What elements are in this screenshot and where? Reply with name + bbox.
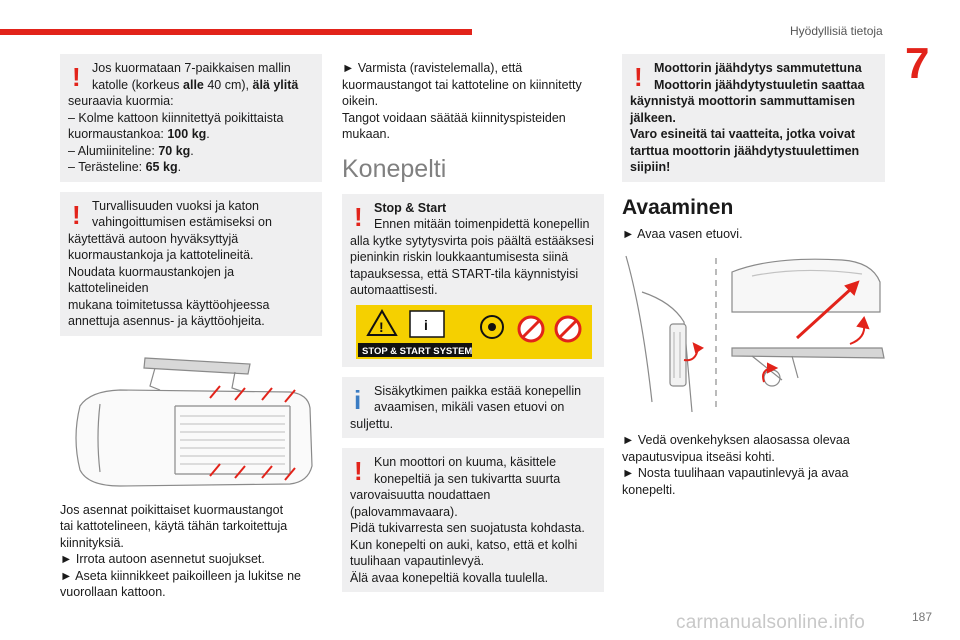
hood-opening-illustration (622, 252, 885, 422)
text-line: ► Avaa vasen etuovi. (622, 226, 743, 241)
column-2 (342, 54, 604, 602)
bold-text: älä ylitä (252, 77, 299, 92)
text-line: Sisäkytkimen paikka estää konepellin (374, 383, 582, 398)
text-span: . (177, 160, 182, 174)
stop-start-box (342, 194, 604, 367)
text-line (68, 126, 314, 143)
warning-box-hot-engine (342, 448, 604, 592)
text-line: kuormaustankoja ja kattotelineitä. (68, 248, 254, 262)
watermark: carmanualsonline.info (676, 612, 866, 633)
text-line: Jos kuormataan 7-paikkaisen mallin (92, 61, 291, 75)
text-line: Jos asennat poikittaiset kuormaustangot (60, 502, 284, 517)
text-line (68, 77, 314, 94)
text-line: suljettu. (350, 416, 394, 431)
text-line: Varo esineitä tai vaatteita, jotka voivat (630, 127, 856, 141)
warning-icon: ! (354, 201, 363, 232)
text-line: ► Varmista (ravistelemalla), että (342, 61, 523, 75)
text-span: kuormaustankoa: (68, 127, 168, 141)
text-span: . (190, 143, 194, 158)
text-line: vapautusvipua itseäsi kohti. (622, 449, 775, 464)
stop-start-label-text: STOP & START SYSTEM (362, 345, 473, 357)
warning-box-roof-load (60, 54, 322, 182)
text-line: Ennen mitään toimenpidettä konepellin (374, 217, 590, 231)
text-line: konepeltiä ja sen tukivartta suurta (374, 471, 561, 486)
box-title: Stop & Start (374, 200, 447, 215)
page-number: 187 (912, 610, 933, 624)
text-line: seuraavia kuormia: (68, 94, 174, 108)
text-span: . (206, 127, 210, 141)
text-line: oikein. (342, 94, 379, 108)
warning-box-fan (622, 54, 885, 182)
text-line: tuulihaan vapautinlevyä. (350, 554, 485, 568)
text-line: pieninkin riskin loukkaantumisesta siinä (350, 250, 569, 264)
text-line: ► Aseta kiinnikkeet paikoilleen ja lukitse ne (60, 568, 301, 583)
text-line: mukana toimitetussa käyttöohjeessa (68, 297, 270, 312)
chapter-number: 7 (905, 39, 930, 88)
bold-text: alle (183, 77, 204, 92)
text-line: annettuja asennus- ja käyttöohjeita. (68, 314, 265, 328)
text-line: tapauksessa, että START-tila käynnistyisi (350, 266, 579, 281)
text-line: ► Vedä ovenkehyksen alaosassa olevaa (622, 433, 850, 447)
text-line: ► Irrota autoon asennetut suojukset. (60, 552, 265, 566)
info-box (342, 377, 604, 439)
bold-text: 100 kg (167, 127, 207, 141)
text-line: – Kolme kattoon kiinnitettyä poikittaista (68, 110, 284, 125)
column-3 (622, 54, 885, 498)
text-line: avaamisen, mikäli vasen etuovi on (374, 400, 565, 414)
opening-steps (622, 432, 885, 498)
text-line: Tangot voidaan säätää kiinnityspisteiden (342, 110, 566, 125)
text-line: vahingoittumisen estämiseksi on (92, 215, 272, 229)
text-line: Kun moottori on kuuma, käsittele (374, 455, 557, 469)
exclamation-glyph: ! (379, 318, 384, 335)
verify-bars-text (342, 54, 604, 143)
stop-start-label (356, 305, 592, 359)
text-line: tai kattotelineen, käytä tähän tarkoitettuja (60, 519, 288, 533)
text-line: Noudata kuormaustankojen ja kattotelineiden (68, 264, 235, 295)
text-line: kuormaustangot tai kattoteline on kiinnitetty (342, 77, 582, 92)
text-line: siipiin! (630, 160, 671, 174)
top-accent-bar (0, 29, 472, 35)
warning-box-safety (60, 192, 322, 336)
section-title: Hyödyllisiä tietoja (790, 24, 883, 38)
bold-text: 65 kg (145, 160, 178, 174)
info-icon: i (354, 384, 362, 415)
section-heading: Avaaminen (622, 195, 734, 219)
warning-icon: ! (354, 456, 363, 486)
text-span: – Alumiiniteline: (68, 143, 159, 158)
column-1 (60, 54, 322, 601)
text-line: alla kytke sytytysvirta pois päältä estääksesi (350, 233, 594, 248)
text-line: tarttua moottorin jäähdytystuulettimen (630, 143, 860, 158)
text-line: mukaan. (342, 127, 390, 141)
text-line: varovaisuutta noudattaen (palovammavaara). (350, 488, 491, 519)
text-span: 40 cm), (203, 77, 253, 92)
warning-icon: ! (72, 199, 81, 230)
text-line (68, 143, 314, 160)
text-line: vuorollaan kattoon. (60, 585, 166, 599)
text-line: Älä avaa konepeltiä kovalla tuulella. (350, 570, 549, 585)
text-line: Moottorin jäähdytystuuletin saattaa (654, 77, 865, 92)
text-line: jälkeen. (630, 110, 676, 125)
text-line: Moottorin jäähdytys sammutettuna (654, 61, 862, 75)
text-line: Pidä tukivarresta sen suojatusta kohdasta. (350, 521, 585, 535)
info-glyph: i (424, 316, 428, 333)
text-line: automaattisesti. (350, 283, 438, 297)
text-line: Turvallisuuden vuoksi ja katon (92, 198, 259, 213)
roof-bars-illustration (60, 346, 322, 496)
warning-icon: ! (634, 62, 643, 92)
text-line: käynnistyä moottorin sammuttamisen (630, 94, 856, 108)
text-line: käytettävä autoon hyväksyttyjä (68, 231, 239, 246)
text-span: – Terästeline: (68, 160, 146, 174)
warning-icon: ! (72, 62, 81, 92)
text-line (68, 159, 314, 176)
text-line: kiinnityksiä. (60, 535, 124, 550)
text-line: Kun konepelti on auki, katso, että et kolhi (350, 537, 578, 552)
text-span: katolle (korkeus (92, 77, 184, 92)
roof-bars-instructions (60, 502, 322, 601)
bold-text: 70 kg (158, 143, 191, 158)
text-line: konepelti. (622, 482, 676, 497)
text-line: ► Nosta tuulihaan vapautinlevyä ja avaa (622, 466, 849, 480)
section-heading: Konepelti (342, 154, 447, 183)
